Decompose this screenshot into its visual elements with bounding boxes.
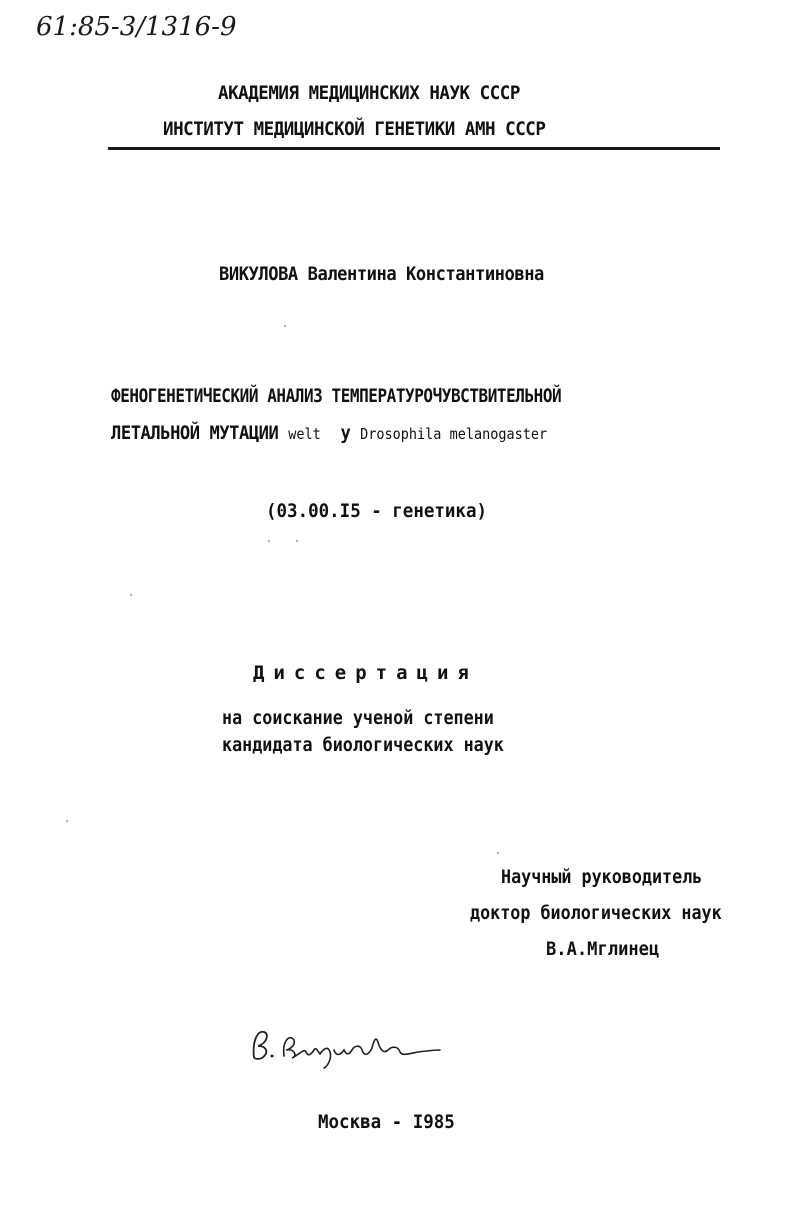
scan-speck <box>284 325 286 327</box>
dissertation-title-line-1: ФЕНОГЕНЕТИЧЕСКИЙ АНАЛИЗ ТЕМПЕРАТУРОЧУВСТВИТЕЛЬНОЙ <box>111 385 562 407</box>
dissertation-heading: Диссертация <box>253 662 478 684</box>
specialty-code: (03.00.I5 - генетика) <box>266 500 488 522</box>
scan-speck <box>296 540 298 542</box>
title-preposition: у <box>340 422 351 444</box>
scan-speck <box>268 540 270 542</box>
supervisor-role: Научный руководитель <box>501 866 703 888</box>
scan-speck <box>130 594 132 596</box>
author-name: ВИКУЛОВА Валентина Константиновна <box>219 263 544 285</box>
degree-line-1: на соискание ученой степени <box>222 707 494 729</box>
institute-name: ИНСТИТУТ МЕДИЦИНСКОЙ ГЕНЕТИКИ АМН СССР <box>163 118 546 140</box>
scan-speck <box>66 820 68 822</box>
title-prefix: ЛЕТАЛЬНОЙ МУТАЦИИ <box>111 422 279 444</box>
mutation-name: welt <box>288 425 321 443</box>
species-name: Drosophila melanogaster <box>360 425 548 443</box>
scan-speck <box>497 852 499 854</box>
supervisor-degree: доктор биологических наук <box>470 902 722 924</box>
supervisor-name: В.А.Мглинец <box>546 938 660 960</box>
dissertation-title-line-2 <box>111 422 547 444</box>
author-signature <box>248 1020 448 1070</box>
archive-mark: 61:85-3/1316-9 <box>36 12 237 42</box>
degree-line-2: кандидата биологических наук <box>222 734 504 756</box>
place-and-year: Москва - I985 <box>318 1111 455 1133</box>
academy-name: АКАДЕМИЯ МЕДИЦИНСКИХ НАУК СССР <box>218 82 520 104</box>
header-divider <box>108 147 720 150</box>
